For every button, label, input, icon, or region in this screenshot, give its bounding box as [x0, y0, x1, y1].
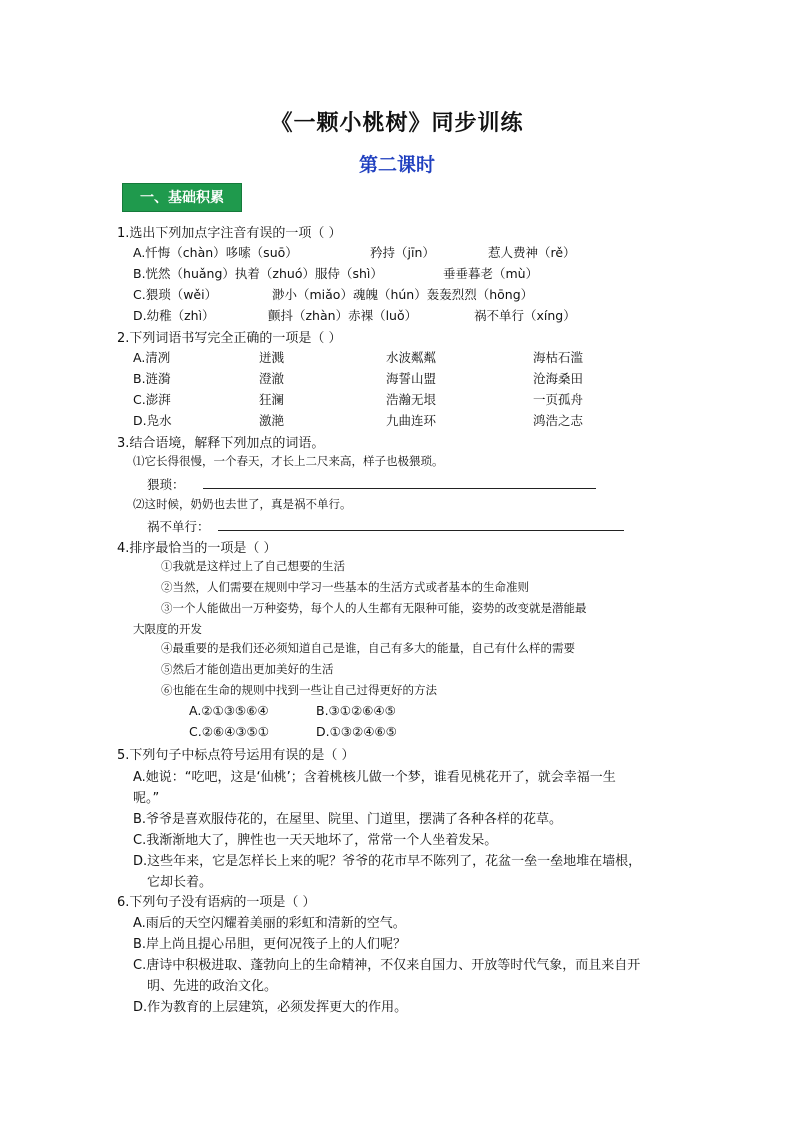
q5-option-a-line2: 呢。”: [133, 791, 160, 806]
q5-option-c: C.我渐渐地大了，脾性也一天天地坏了，常常一个人坐着发呆。: [133, 833, 498, 848]
question-1-stem: 1.选出下列加点字注音有误的一项（ ）: [117, 226, 342, 241]
q1-option-b-part2: 垂垂暮老（mù）: [443, 266, 539, 281]
q2-row-b-col4: 沧海桑田: [533, 371, 584, 386]
q4-option-d: D.①③②④⑥⑤: [316, 724, 397, 739]
q2-row-b-col1: B.涟漪: [133, 371, 171, 386]
question-6-stem: 6.下列句子没有语病的一项是（ ）: [117, 895, 316, 910]
q4-item-1: ①我就是这样过上了自己想要的生活: [161, 559, 345, 573]
q3-answer-line-2[interactable]: [218, 530, 624, 531]
q4-item-4: ④最重要的是我们还必须知道自己是谁，自己有多大的能量，自己有什么样的需要: [161, 641, 575, 655]
q3-answer-label-1: 猥琐：: [147, 477, 185, 492]
q3-answer-line-1[interactable]: [203, 488, 596, 489]
q1-option-c-part2: 渺小（miǎo）魂魄（hún）轰轰烈烈（hōng）: [272, 287, 534, 302]
page-title: 《一颗小桃树》同步训练: [270, 111, 524, 136]
q2-row-b-col2: 澄澈: [259, 371, 285, 386]
q3-sentence-2: ⑵这时候，奶奶也去世了，真是祸不单行。: [133, 497, 352, 511]
q6-option-b: B.岸上尚且提心吊胆，更何况筏子上的人们呢？: [133, 937, 407, 952]
q3-sentence-1: ⑴它长得很慢，一个春天，才长上二尺来高，样子也极猥琐。: [133, 454, 444, 468]
page-subtitle: 第二课时: [358, 154, 435, 176]
q4-option-a: A.②①③⑤⑥④: [189, 703, 269, 718]
q6-option-c-line2: 明、先进的政治文化。: [147, 979, 278, 994]
q6-option-a: A.雨后的天空闪耀着美丽的彩虹和清新的空气。: [133, 916, 406, 931]
q1-option-a-part2: 矜持（jīn）: [370, 245, 435, 260]
q2-row-a-col3: 水波粼粼: [386, 350, 437, 365]
q2-row-d-col4: 鸿浩之志: [533, 413, 584, 428]
q3-answer-label-2: 祸不单行：: [147, 519, 210, 534]
q2-row-c-col4: 一页孤舟: [533, 392, 584, 407]
q4-item-3: ③一个人能做出一万种姿势，每个人的人生都有无限种可能，姿势的改变就是潜能最: [161, 601, 587, 615]
question-2-stem: 2.下列词语书写完全正确的一项是（ ）: [117, 331, 342, 346]
q2-row-c-col2: 狂澜: [259, 392, 285, 407]
q5-option-a-line1: A.她说：“吃吧，这是‘仙桃’；含着桃核儿做一个梦，谁看见桃花开了，就会幸福一生: [133, 770, 616, 785]
q2-row-d-col3: 九曲连环: [386, 413, 437, 428]
q1-option-d-part3: 祸不单行（xíng）: [474, 308, 576, 323]
q4-item-2: ②当然，人们需要在规则中学习一些基本的生活方式或者基本的生命准则: [161, 580, 529, 594]
q2-row-a-col2: 迸溅: [259, 350, 285, 365]
q5-option-d-line1: D.这些年来，它是怎样长上来的呢？爷爷的花市早不陈列了，花盆一垒一垒地堆在墙根，: [133, 854, 642, 869]
q1-option-a-part3: 惹人费神（rě）: [488, 245, 576, 260]
q2-row-a-col1: A.清冽: [133, 350, 171, 365]
q4-option-b: B.③①②⑥④⑤: [316, 703, 396, 718]
q5-option-b: B.爷爷是喜欢服侍花的，在屋里、院里、门道里，摆满了各种各样的花草。: [133, 812, 563, 827]
q6-option-c-line1: C.唐诗中积极进取、蓬勃向上的生命精神，不仅来自国力、开放等时代气象，而且来自开: [133, 958, 641, 973]
q2-row-c-col3: 浩瀚无垠: [386, 392, 437, 407]
q1-option-b-part1: B.恍然（huǎng）执着（zhuó）服侍（shì）: [133, 266, 383, 281]
q2-row-b-col3: 海誓山盟: [386, 371, 437, 386]
q4-item-3-cont: 大限度的开发: [133, 622, 202, 636]
q1-option-d-part2: 颤抖（zhàn）赤裸（luǒ）: [268, 308, 418, 323]
q2-row-d-col1: D.凫水: [133, 413, 172, 428]
q2-row-a-col4: 海枯石滥: [533, 350, 584, 365]
q4-item-5: ⑤然后才能创造出更加美好的生活: [161, 662, 334, 676]
q2-row-d-col2: 激滟: [259, 413, 285, 428]
q1-option-c-part1: C.猥琐（wěi）: [133, 287, 218, 302]
q2-row-c-col1: C.澎湃: [133, 392, 171, 407]
question-4-stem: 4.排序最恰当的一项是（ ）: [117, 541, 277, 556]
q6-option-d: D.作为教育的上层建筑，必须发挥更大的作用。: [133, 1000, 408, 1015]
question-3-stem: 3.结合语境，解释下列加点的词语。: [117, 436, 325, 451]
section-heading: 一、基础积累: [122, 183, 242, 212]
question-5-stem: 5.下列句子中标点符号运用有误的是（ ）: [117, 748, 355, 763]
q4-item-6: ⑥也能在生命的规则中找到一些让自己过得更好的方法: [161, 683, 437, 697]
q1-option-a-part1: A.忏悔（chàn）哆嗦（suō）: [133, 245, 298, 260]
q1-option-d-part1: D.幼稚（zhì）: [133, 308, 215, 323]
q4-option-c: C.②⑥④③⑤①: [189, 724, 269, 739]
q5-option-d-line2: 它却长着。: [147, 875, 213, 890]
